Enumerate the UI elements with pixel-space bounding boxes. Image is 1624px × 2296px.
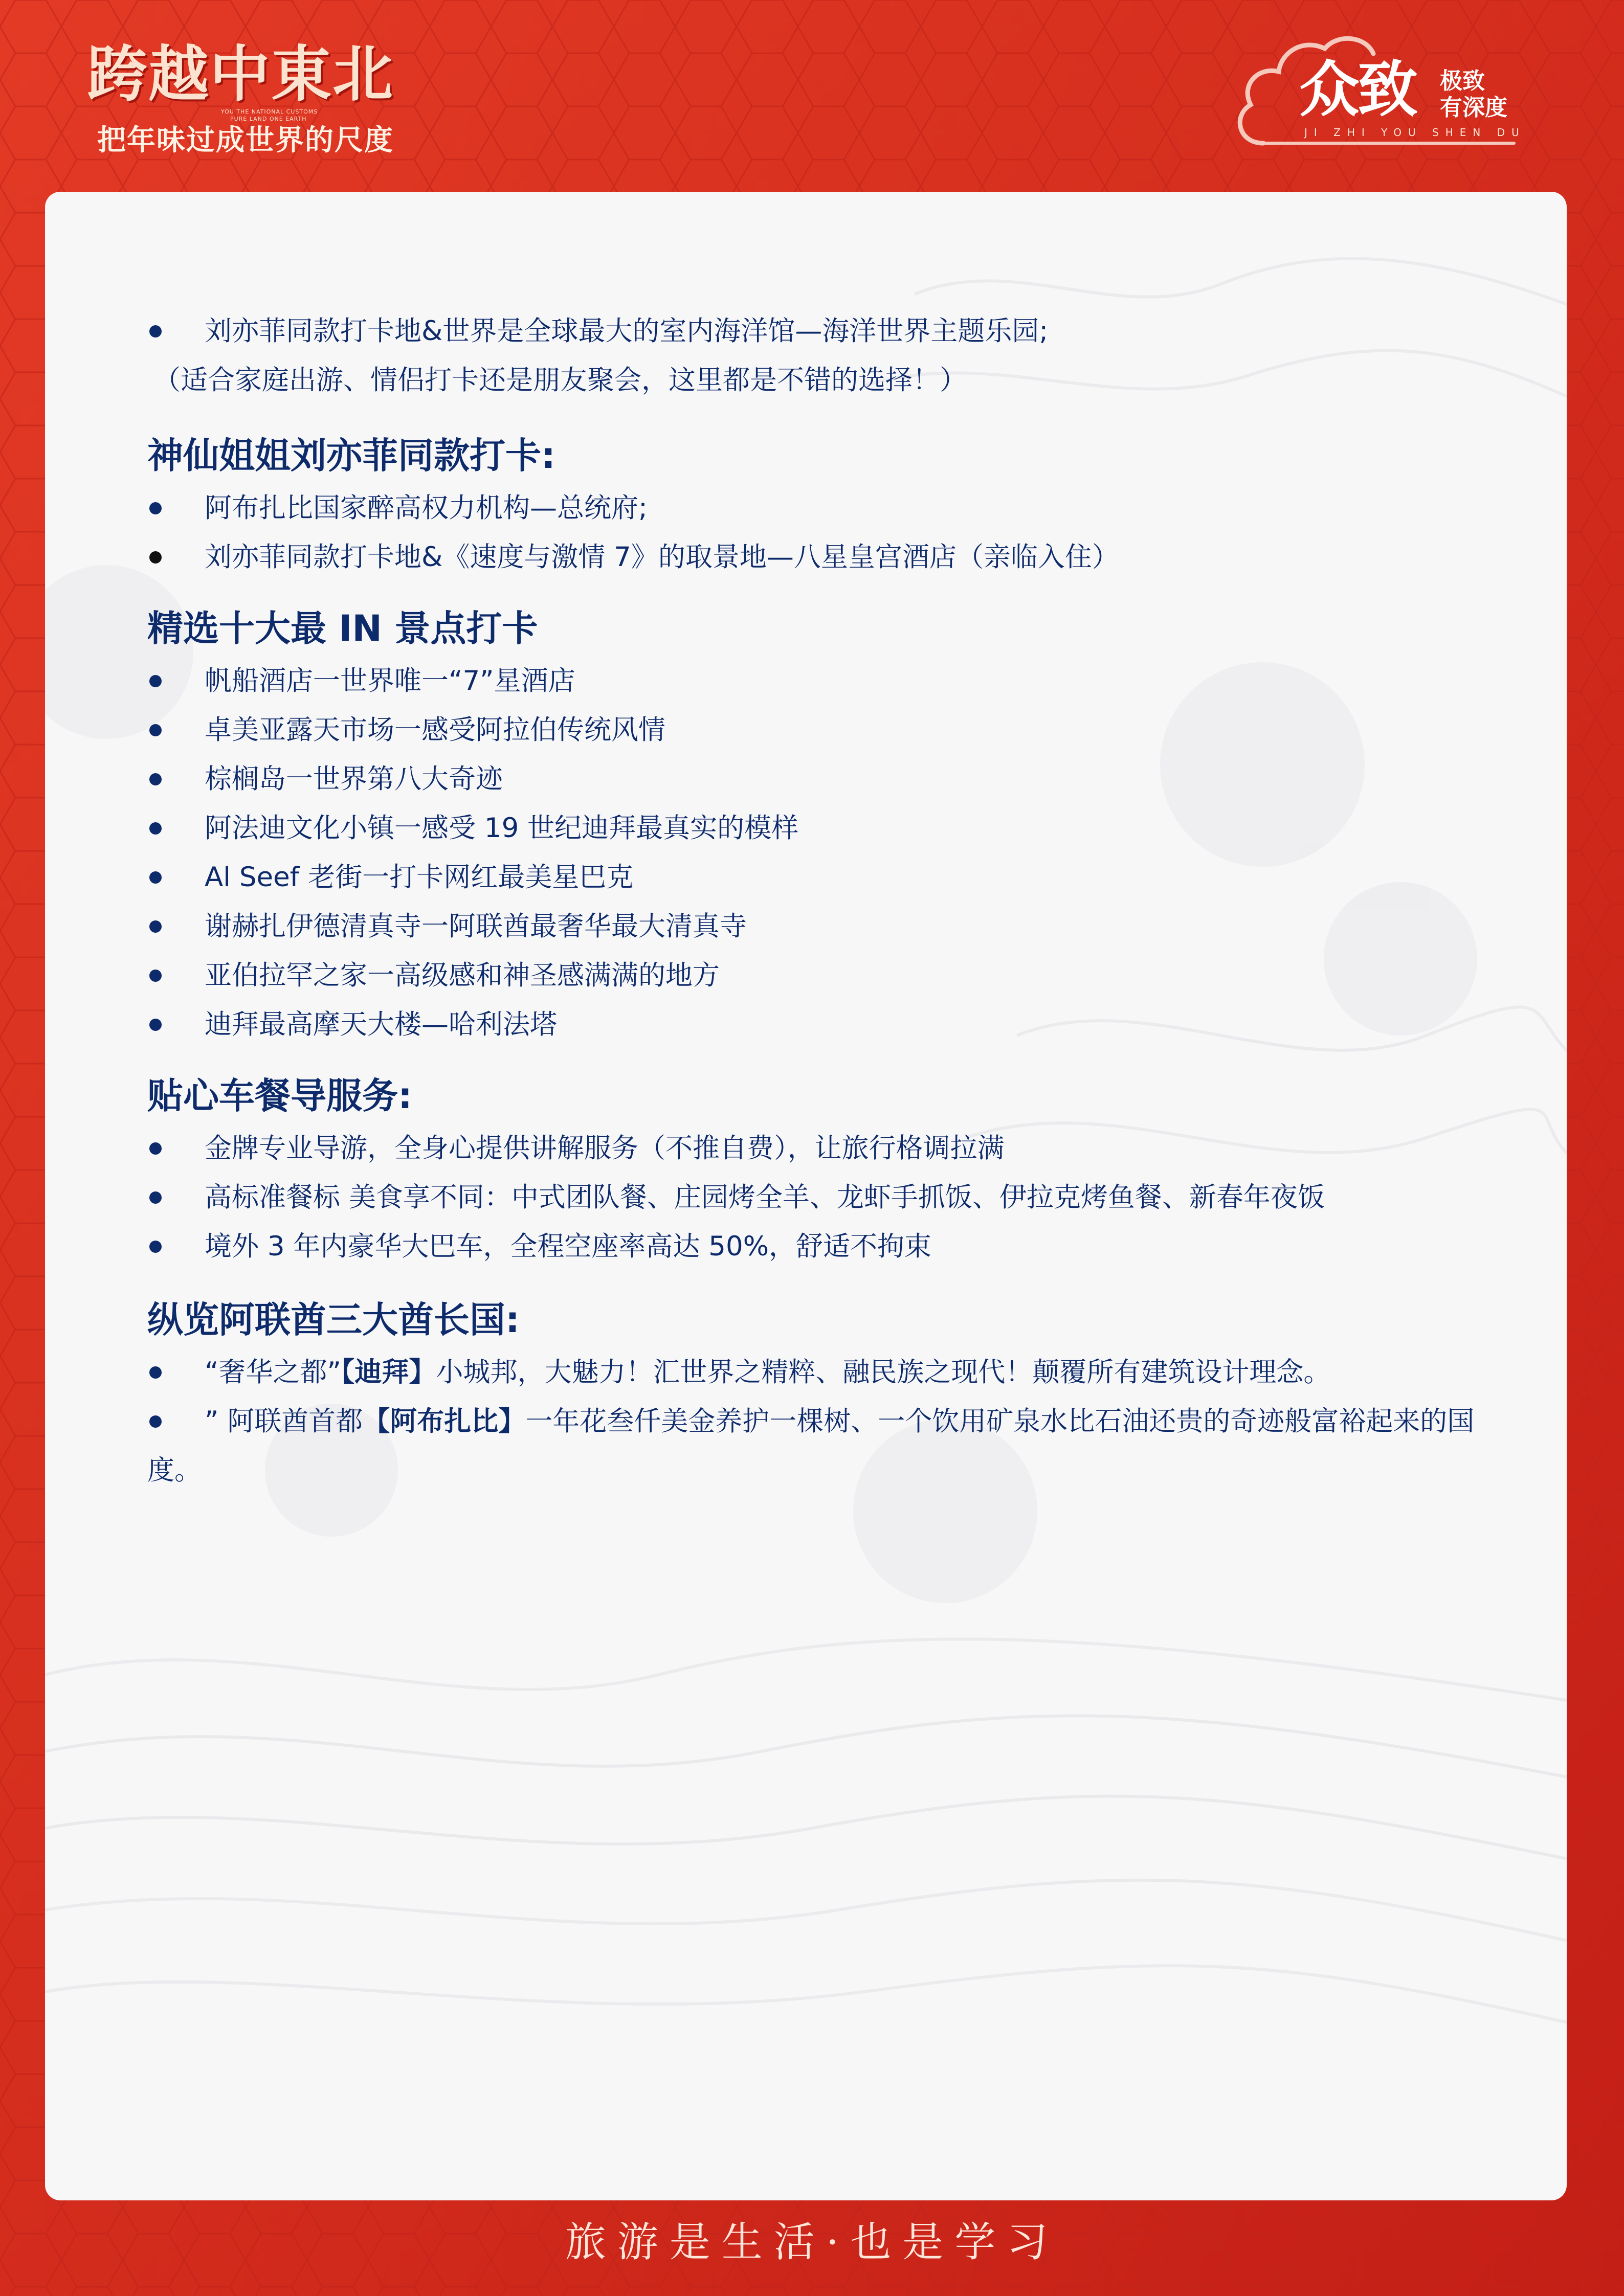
brand-name-big: 众致 (1299, 54, 1416, 125)
list-item-text: 棕榈岛一世界第八大奇迹 (205, 763, 503, 795)
list-item-text: 高标准餐标 美食享不同：中式团队餐、庄园烤全羊、龙虾手抓饭、伊拉克烤鱼餐、新春年夜饭 (205, 1182, 1325, 1213)
bullet-dot-icon (149, 724, 162, 736)
bullet-dot-icon (149, 773, 162, 785)
list-item (147, 1397, 1518, 1495)
section-heading-services: 贴心车餐导服务: (147, 1075, 412, 1117)
rich-item-prefix: ” 阿联酋首都 (205, 1406, 363, 1437)
list-item-text: 境外 3 年内豪华大巴车，全程空座率高达 50%，舒适不拘束 (205, 1231, 932, 1262)
rich-item-emphasis: 【阿布扎比】 (363, 1406, 526, 1437)
list-item (147, 1124, 1528, 1173)
brand-pinyin: JI ZHI YOU SHEN DU (1304, 126, 1526, 139)
intro-item-text: 刘亦菲同款打卡地&世界是全球最大的室内海洋馆—海洋世界主题乐园; (205, 316, 1049, 347)
logo-tiny-line-2: PURE LAND ONE EARTH (230, 116, 307, 122)
rich-item-prefix: “奢华之都” (205, 1357, 341, 1388)
list-item (147, 1000, 1528, 1049)
bullet-dot-icon (149, 675, 162, 687)
section-heading-liu-yifei: 神仙姐姐刘亦菲同款打卡: (147, 435, 555, 477)
list-item-text: 阿布扎比国家醉高权力机构—总统府; (205, 492, 648, 524)
bullet-dot-icon (149, 502, 162, 514)
header-left-logo (87, 36, 404, 164)
list-item (147, 1222, 1528, 1271)
list-item-text: 金牌专业导游，全身心提供讲解服务（不推自费），让旅行格调拉满 (205, 1133, 1005, 1164)
content-card (45, 192, 1567, 2200)
rich-item-text: 小城邦，大魅力！汇世界之精粹、融民族之现代！颠覆所有建筑设计理念。 (436, 1357, 1331, 1388)
header-right-logo (1228, 28, 1545, 161)
intro-item (147, 307, 1528, 356)
section-heading-emirates: 纵览阿联酋三大酋长国: (147, 1299, 520, 1341)
list-item-text: 谢赫扎伊德清真寺一阿联酋最奢华最大清真寺 (205, 911, 747, 942)
list-item (147, 853, 1528, 902)
bullet-dot-icon (149, 871, 162, 884)
bullet-dot-icon (149, 325, 162, 337)
list-item (147, 706, 1528, 755)
list-item-text: 亚伯拉罕之家一高级感和神圣感满满的地方 (205, 960, 720, 991)
list-item-text: 迪拜最高摩天大楼—哈利法塔 (205, 1009, 557, 1040)
rich-item-text: 一年花叁仟美金养护一棵树、一个饮用矿泉水比石油还贵的奇迹般富裕起来的国度。 (147, 1406, 1475, 1486)
bullet-dot-icon (149, 920, 162, 933)
list-item (147, 484, 1528, 533)
intro-note: （适合家庭出游、情侣打卡还是朋友聚会，这里都是不错的选择！） (153, 365, 967, 396)
bullet-dot-icon (149, 1241, 162, 1253)
list-item (147, 1348, 1518, 1397)
bullet-dot-icon (149, 1366, 162, 1379)
logo-slogan: 把年味过成世界的尺度 (97, 124, 394, 157)
content-body (147, 307, 1528, 1495)
list-item (147, 657, 1528, 706)
rich-item-emphasis: 【迪拜】 (341, 1357, 436, 1388)
list-item (147, 1173, 1528, 1222)
bullet-dot-icon (149, 1191, 162, 1204)
bullet-dot-icon (149, 1019, 162, 1031)
list-item-text: Al Seef 老街一打卡网红最美星巴克 (205, 862, 634, 893)
list-item-text: 刘亦菲同款打卡地&《速度与激情 7》的取景地—八星皇宫酒店（亲临入住） (205, 542, 1119, 573)
list-item-text: 帆船酒店一世界唯一“7”星酒店 (205, 665, 575, 696)
list-item (147, 533, 1528, 582)
list-item (147, 951, 1528, 1000)
bullet-dot-icon (149, 822, 162, 835)
brand-tagline-line-2: 有深度 (1440, 95, 1507, 121)
list-item (147, 804, 1528, 853)
list-item (147, 902, 1528, 951)
list-item-text: 卓美亚露天市场一感受阿拉伯传统风情 (205, 714, 665, 746)
list-item (147, 755, 1528, 804)
footer-tagline: 旅游是生活·也是学习 (565, 2218, 1059, 2266)
logo-brand-text: 跨越中東北 (87, 38, 394, 109)
list-item-text: 阿法迪文化小镇一感受 19 世纪迪拜最真实的模样 (205, 813, 799, 844)
bullet-dot-icon (149, 551, 162, 564)
brand-tagline-line-1: 极致 (1440, 68, 1485, 94)
logo-tiny-line-1: YOU THE NATIONAL CUSTOMS (221, 108, 318, 115)
section-heading-top-ten: 精选十大最 IN 景点打卡 (147, 607, 538, 649)
bullet-dot-icon (149, 970, 162, 982)
bullet-dot-icon (149, 1415, 162, 1428)
bullet-dot-icon (149, 1142, 162, 1155)
